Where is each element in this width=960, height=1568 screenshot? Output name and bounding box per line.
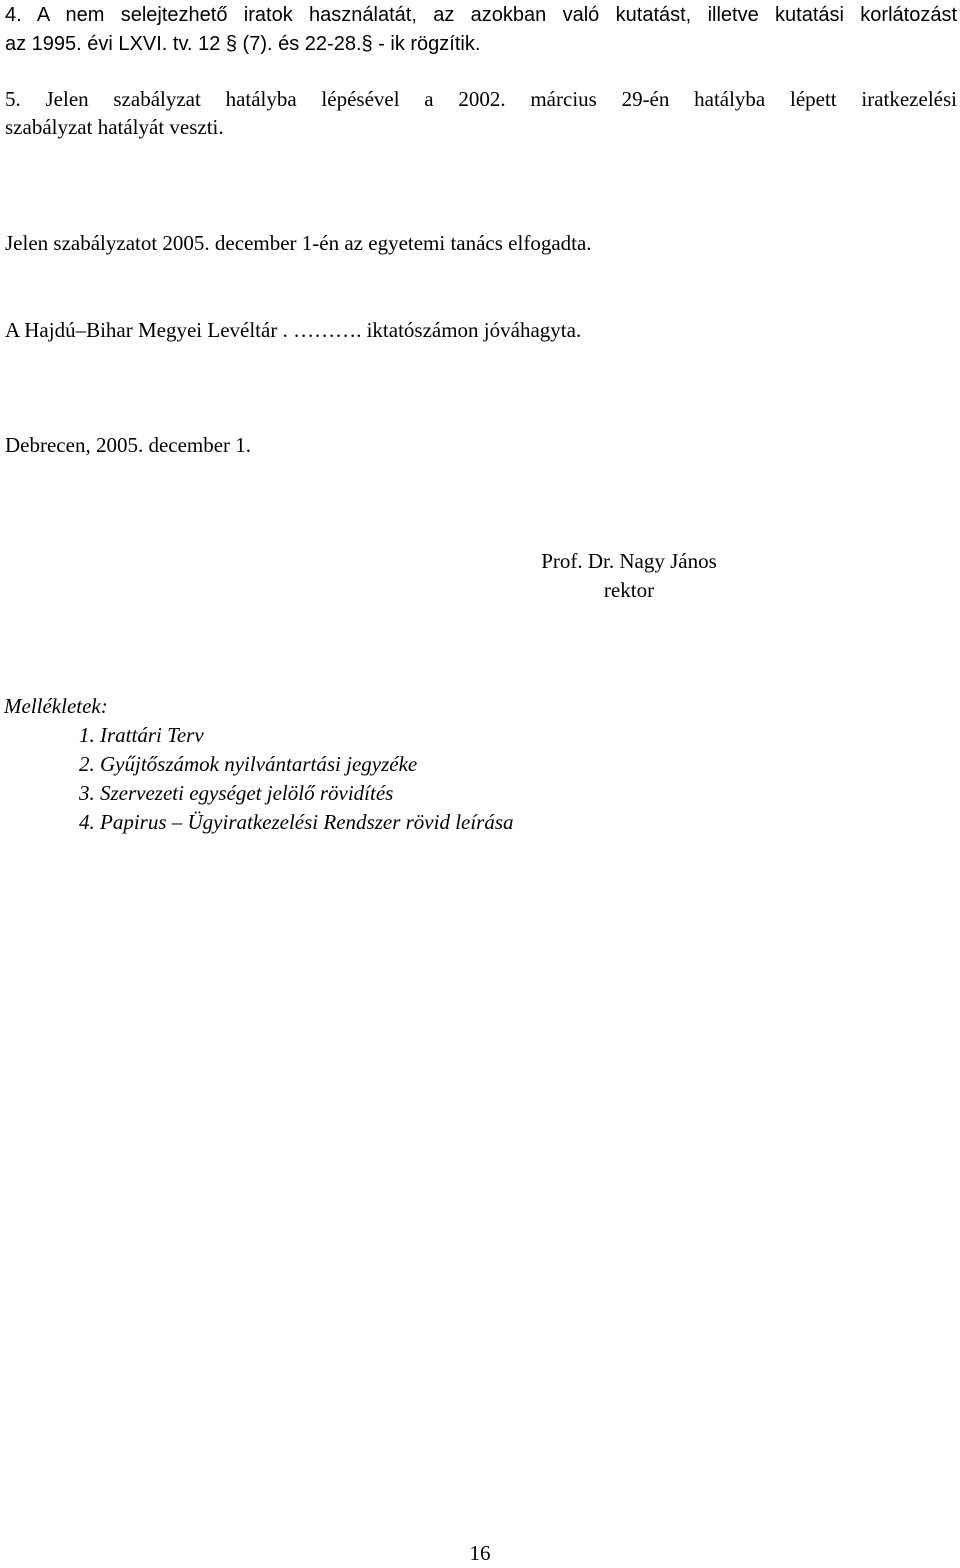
page-number: 16	[469, 1541, 491, 1565]
attachment-item: 4. Papirus – Ügyiratkezelési Rendszer rövid leírása	[79, 810, 514, 834]
adoption-statement: Jelen szabályzatot 2005. december 1-én az egyetemi tanács elfogadta.	[5, 231, 592, 255]
archive-approval-statement: A Hajdú–Bihar Megyei Levéltár . ………. iktatószámon jóváhagyta.	[5, 318, 582, 342]
paragraph-4-line-2: az 1995. évi LXVI. tv. 12 § (7). és 22-28.§ - ik rögzítik.	[5, 33, 481, 55]
attachment-item: 3. Szervezeti egységet jelölő rövidítés	[79, 781, 394, 805]
signatory-title: rektor	[603, 578, 655, 602]
attachment-item: 2. Gyűjtőszámok nyilvántartási jegyzéke	[79, 752, 418, 776]
signatory-name: Prof. Dr. Nagy János	[541, 549, 717, 573]
place-and-date: Debrecen, 2005. december 1.	[5, 433, 252, 457]
paragraph-4-line-1: 4. A nem selejtezhető iratok használatát, az azokban való kutatást, illetve kutatási korlátozást	[5, 4, 957, 26]
attachments-heading: Mellékletek:	[4, 694, 108, 718]
attachment-item: 1. Irattári Terv	[79, 723, 204, 747]
signature-block	[522, 547, 736, 605]
paragraph-5-line-2: szabályzat hatályát veszti.	[5, 115, 224, 139]
paragraph-5-line-1: 5. Jelen szabályzat hatályba lépésével a 2002. március 29-én hatályba lépett iratkezelési	[5, 87, 957, 111]
